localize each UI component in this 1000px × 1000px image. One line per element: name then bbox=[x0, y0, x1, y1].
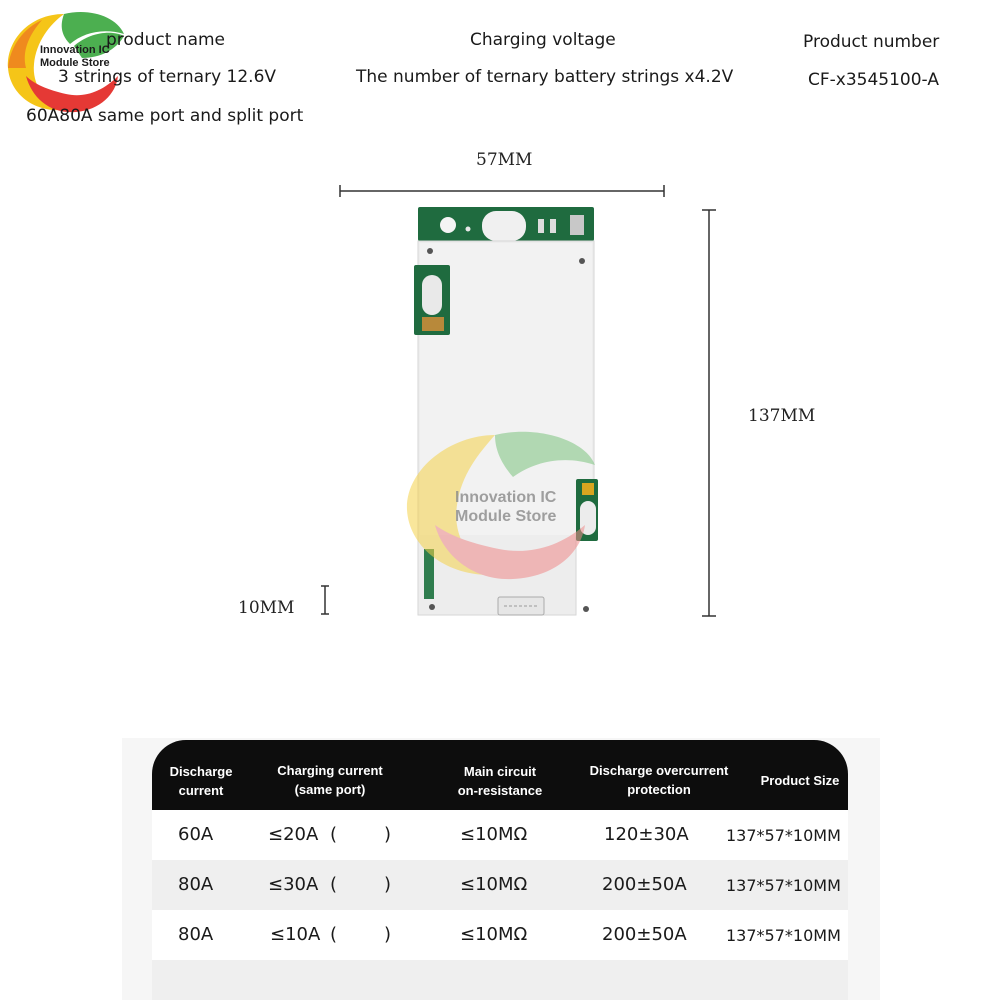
thickness-dimension-label: 10MM bbox=[238, 598, 295, 618]
watermark-line-2: Module Store bbox=[455, 508, 557, 525]
header-on-resistance bbox=[448, 762, 552, 800]
product-name-value: 3 strings of ternary 12.6V bbox=[58, 67, 277, 87]
cell-protection: 200±50A bbox=[602, 874, 687, 895]
product-number-label: Product number bbox=[803, 32, 940, 52]
watermark-line-1: Innovation IC bbox=[455, 489, 557, 506]
cell-paren-open: ( bbox=[330, 874, 338, 895]
header-text: Discharge overcurrent bbox=[589, 763, 729, 778]
product-number-value: CF-x3545100-A bbox=[808, 70, 939, 90]
height-dimension-label: 137MM bbox=[748, 406, 816, 426]
logo-line-2: Module Store bbox=[40, 57, 110, 69]
cell-size: 137*57*10MM bbox=[726, 826, 841, 845]
cell-paren-open: ( bbox=[330, 824, 338, 845]
charging-voltage-value: The number of ternary battery strings x4.2V bbox=[356, 67, 734, 87]
header-overcurrent-protection bbox=[584, 761, 734, 799]
cell-charging: ≤30A bbox=[268, 874, 319, 895]
header-discharge-current bbox=[158, 762, 244, 800]
cell-charging: ≤10A bbox=[270, 924, 321, 945]
header-text: protection bbox=[627, 782, 691, 797]
header-text: Main circuit bbox=[463, 764, 537, 779]
table-header bbox=[152, 740, 848, 810]
cell-protection: 200±50A bbox=[602, 924, 687, 945]
cell-size: 137*57*10MM bbox=[726, 926, 841, 945]
table-row bbox=[152, 860, 848, 910]
cell-resistance: ≤10MΩ bbox=[460, 824, 528, 845]
charging-voltage-label: Charging voltage bbox=[470, 30, 616, 50]
cell-resistance: ≤10MΩ bbox=[460, 874, 528, 895]
header-text: Charging current bbox=[277, 763, 383, 778]
header-product-size bbox=[752, 771, 848, 790]
product-name-note: 60A80A same port and split port bbox=[26, 106, 304, 126]
header-text: Product Size bbox=[760, 773, 840, 788]
header-text: on-resistance bbox=[457, 783, 543, 798]
table-row bbox=[152, 910, 848, 960]
header-text: current bbox=[178, 783, 224, 798]
header-charging-current bbox=[264, 761, 396, 799]
table-row-empty bbox=[152, 960, 848, 1000]
watermark-text bbox=[455, 488, 556, 526]
cell-charging: ≤20A bbox=[268, 824, 319, 845]
logo-line-1: Innovation IC bbox=[40, 44, 110, 56]
cell-protection: 120±30A bbox=[604, 824, 689, 845]
height-dimension-line bbox=[700, 208, 718, 620]
cell-discharge: 80A bbox=[178, 874, 214, 895]
width-dimension-label: 57MM bbox=[476, 150, 533, 170]
cell-size: 137*57*10MM bbox=[726, 876, 841, 895]
product-name-label: product name bbox=[106, 30, 225, 50]
header-text: (same port) bbox=[294, 782, 366, 797]
cell-discharge: 80A bbox=[178, 924, 214, 945]
cell-paren-close: ) bbox=[384, 874, 392, 895]
cell-resistance: ≤10MΩ bbox=[460, 924, 528, 945]
cell-paren-close: ) bbox=[384, 824, 392, 845]
width-dimension-line bbox=[338, 183, 668, 199]
table-row bbox=[152, 810, 848, 860]
cell-paren-open: ( bbox=[330, 924, 338, 945]
cell-paren-close: ) bbox=[384, 924, 392, 945]
thickness-dimension-line bbox=[318, 584, 332, 616]
cell-discharge: 60A bbox=[178, 824, 214, 845]
header-text: Discharge bbox=[169, 764, 233, 779]
